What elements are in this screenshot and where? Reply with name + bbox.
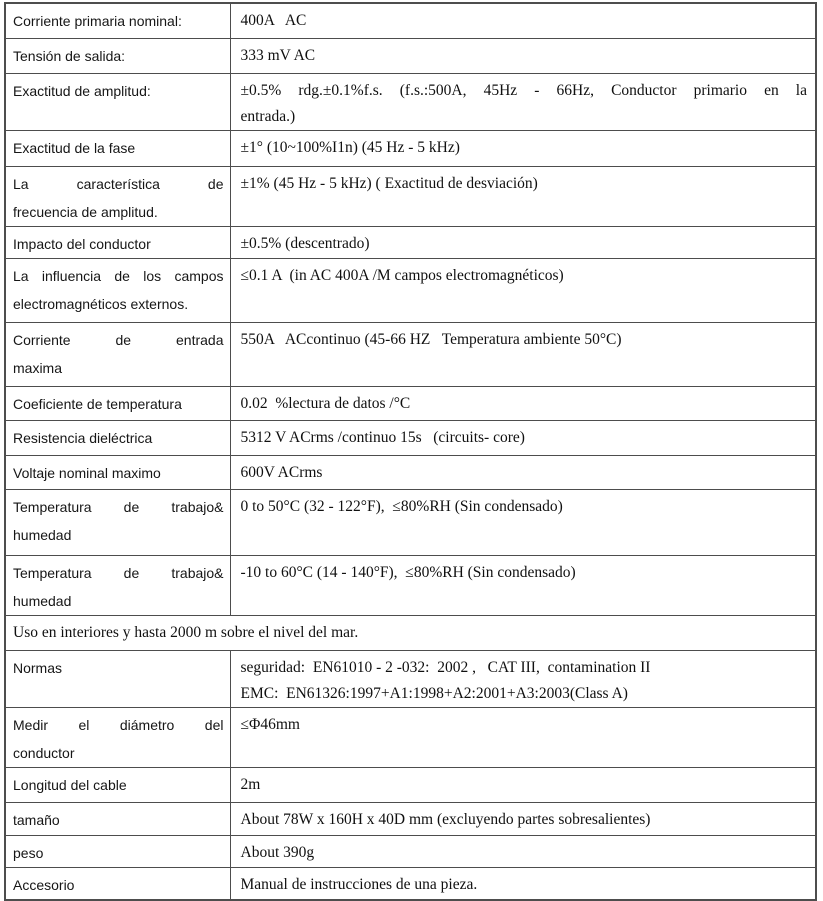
table-row — [5, 455, 816, 489]
row-value-cell: ±1% (45 Hz - 5 kHz) ( Exactitud de desviación) — [230, 166, 816, 226]
row-value-cell: -10 to 60°C (14 - 140°F), ≤80%RH (Sin condensado) — [230, 555, 816, 615]
row-label-cell: tamaño — [5, 802, 230, 835]
row-value-cell: ±0.5% rdg.±0.1%f.s. (f.s.:500A, 45Hz - 66Hz, Conductor primario en la entrada.) — [230, 73, 816, 130]
row-value-cell: About 390g — [230, 835, 816, 867]
row-value-cell: 5312 V ACrms /continuo 15s (circuits- core) — [230, 420, 816, 455]
row-value-cell: 0 to 50°C (32 - 122°F), ≤80%RH (Sin condensado) — [230, 489, 816, 555]
row-label-cell: Longitud del cable — [5, 767, 230, 802]
row-label-cell: Corriente de entrada maxima — [5, 322, 230, 386]
specifications-table-body — [5, 3, 816, 900]
table-row — [5, 258, 816, 322]
row-value-cell: seguridad: EN61010 - 2 -032: 2002 , CAT III, contamination II EMC: EN61326:1997+A1:1998+A2:2001+A3:2003(Class A) — [230, 650, 816, 707]
row-label-cell: Accesorio — [5, 867, 230, 900]
row-value-cell: ≤0.1 A (in AC 400A /M campos electromagnéticos) — [230, 258, 816, 322]
table-row — [5, 166, 816, 226]
table-row — [5, 420, 816, 455]
row-label-cell: Medir el diámetro del conductor — [5, 707, 230, 767]
row-label-cell: Temperatura de trabajo& humedad — [5, 489, 230, 555]
row-value-cell: 333 mV AC — [230, 38, 816, 73]
row-value-cell: ±0.5% (descentrado) — [230, 226, 816, 258]
row-label-cell: Exactitud de la fase — [5, 130, 230, 166]
table-row — [5, 3, 816, 38]
row-value-cell: ≤Φ46mm — [230, 707, 816, 767]
table-row — [5, 226, 816, 258]
table-row — [5, 867, 816, 900]
table-row — [5, 707, 816, 767]
table-row — [5, 489, 816, 555]
table-row — [5, 767, 816, 802]
row-label-cell: La influencia de los campos electromagnéticos externos. — [5, 258, 230, 322]
row-label-cell: Tensión de salida: — [5, 38, 230, 73]
table-row — [5, 615, 816, 650]
row-value-cell: ±1° (10~100%I1n) (45 Hz - 5 kHz) — [230, 130, 816, 166]
row-label-cell: Corriente primaria nominal: — [5, 3, 230, 38]
table-row — [5, 322, 816, 386]
table-row — [5, 802, 816, 835]
row-label-cell: Normas — [5, 650, 230, 707]
row-label-cell: Impacto del conductor — [5, 226, 230, 258]
row-label-cell: Temperatura de trabajo& humedad — [5, 555, 230, 615]
table-row — [5, 386, 816, 420]
table-row — [5, 555, 816, 615]
table-row — [5, 130, 816, 166]
row-label-cell: peso — [5, 835, 230, 867]
row-label-cell: Voltaje nominal maximo — [5, 455, 230, 489]
row-value-cell: 400A AC — [230, 3, 816, 38]
indoor-use-note-cell: Uso en interiores y hasta 2000 m sobre el nivel del mar. — [5, 615, 816, 650]
specifications-table — [4, 2, 817, 901]
row-value-cell: 2m — [230, 767, 816, 802]
row-value-cell: About 78W x 160H x 40D mm (excluyendo partes sobresalientes) — [230, 802, 816, 835]
row-label-cell: Resistencia dieléctrica — [5, 420, 230, 455]
row-value-cell: 600V ACrms — [230, 455, 816, 489]
row-value-cell: Manual de instrucciones de una pieza. — [230, 867, 816, 900]
row-label-cell: Exactitud de amplitud: — [5, 73, 230, 130]
row-label-cell: Coeficiente de temperatura — [5, 386, 230, 420]
table-row — [5, 38, 816, 73]
table-row — [5, 650, 816, 707]
row-value-cell: 550A ACcontinuo (45-66 HZ Temperatura ambiente 50°C) — [230, 322, 816, 386]
table-row — [5, 73, 816, 130]
table-row — [5, 835, 816, 867]
row-value-cell: 0.02 %lectura de datos /°C — [230, 386, 816, 420]
row-label-cell: La característica de frecuencia de amplitud. — [5, 166, 230, 226]
